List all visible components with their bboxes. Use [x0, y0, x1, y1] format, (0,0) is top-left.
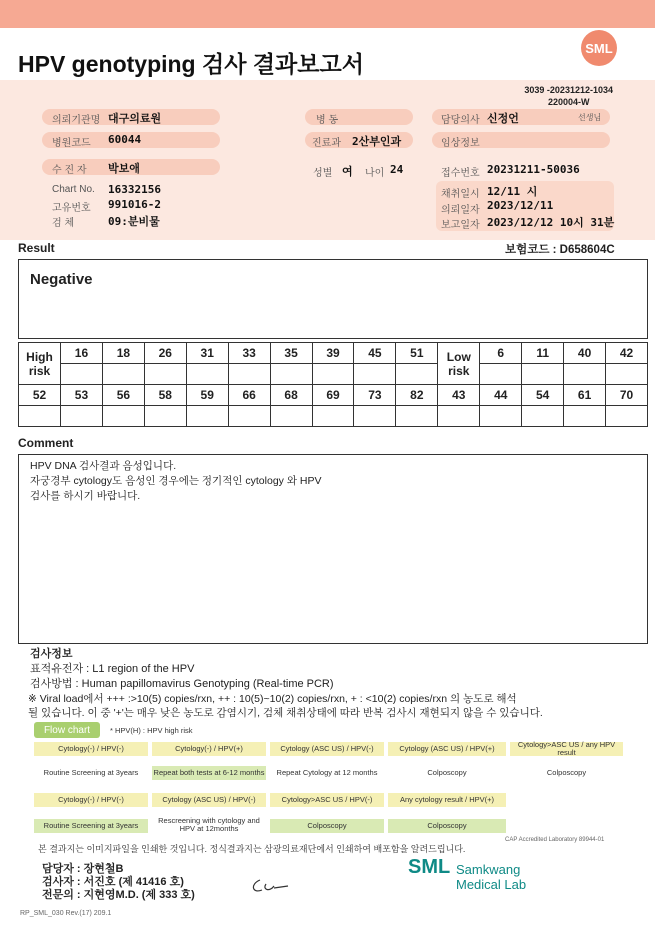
flow-box: Cytology (ASC US) / HPV(-)	[270, 742, 384, 756]
genotype-result-cell	[186, 406, 228, 427]
flow-box: Cytology>ASC US / HPV(-)	[270, 793, 384, 807]
result-section-title: Result	[18, 241, 55, 255]
name-label: 수 진 자	[52, 165, 87, 176]
form-number: RP_SML_030 Rev.(17) 209.1	[20, 910, 112, 917]
genotype-result-cell	[480, 406, 522, 427]
age-value: 24	[390, 163, 404, 176]
viral-load-note-2: 될 있습니다. 이 중 '+'는 매우 낮은 농도로 감염시기, 검체 채취상태에 따라 반복 검사시 재현되지 않을 수 있습니다.	[28, 707, 543, 719]
accreditation: CAP Accredited Laboratory 89944-01	[505, 837, 605, 843]
flow-text: Routine Screening at 3years	[43, 768, 139, 777]
flow-box: Cytology(-) / HPV(-)	[34, 793, 148, 807]
genotype-cell: 61	[564, 385, 606, 406]
genotype-cell: 58	[144, 385, 186, 406]
genotype-result-cell	[312, 364, 354, 385]
genotype-cell: 31	[186, 343, 228, 364]
staff-line: 전문의 : 지현영M.D. (제 333 호)	[42, 889, 195, 901]
genotype-cell: 68	[270, 385, 312, 406]
lab-name: Samkwang Medical Lab	[456, 862, 527, 892]
flow-box: Colposcopy	[388, 819, 506, 833]
genotype-result-cell	[354, 406, 396, 427]
hosp-code-label: 병원코드	[52, 138, 91, 149]
doctor-value: 신정언	[487, 112, 519, 125]
genotype-result-cell	[270, 364, 312, 385]
test-method: 검사방법 : Human papillomavirus Genotyping (Real-time PCR)	[30, 678, 334, 690]
sex-label: 성별	[313, 168, 333, 179]
genotype-result-cell	[102, 406, 144, 427]
result-value: Negative	[30, 271, 93, 288]
top-banner	[0, 0, 655, 28]
flow-box: Colposcopy	[270, 819, 384, 833]
institution-label: 의뢰기관명	[52, 115, 101, 126]
receipt-label: 접수번호	[441, 168, 480, 179]
specimen-value: 09:분비물	[108, 215, 160, 228]
page-title: HPV genotyping 검사 결과보고서	[18, 51, 364, 77]
flow-text: Repeat Cytology at 12 months	[276, 768, 378, 777]
genotype-cell: 16	[61, 343, 103, 364]
genotype-cell: 43	[438, 385, 480, 406]
low-risk-label: Low risk	[438, 343, 480, 385]
signature-icon	[248, 874, 298, 896]
genotype-cell: 82	[396, 385, 438, 406]
ward-label: 병 동	[316, 115, 339, 126]
genotype-cell: 6	[480, 343, 522, 364]
genotype-result-cell	[606, 364, 648, 385]
flow-box: Routine Screening at 3years	[34, 819, 148, 833]
genotype-result-cell	[396, 364, 438, 385]
collect-value: 12/11 시	[487, 185, 538, 198]
genotype-cell: 53	[61, 385, 103, 406]
receipt-value: 20231211-50036	[487, 163, 580, 176]
genotype-result-cell	[606, 406, 648, 427]
staff-line: 담당자 : 장현철B	[42, 863, 124, 875]
sml-logo: SML	[581, 30, 617, 66]
flow-chart-badge: Flow chart	[34, 722, 100, 738]
staff-line: 검사자 : 서진호 (제 41416 호)	[42, 876, 184, 888]
id-value: 991016-2	[108, 198, 161, 211]
collect-label: 채취일시	[441, 189, 480, 200]
chart-value: 16332156	[108, 183, 161, 196]
genotype-result-cell	[354, 364, 396, 385]
flow-text: Colposcopy	[427, 768, 467, 777]
sex-value: 여	[342, 165, 353, 178]
genotype-cell: 40	[564, 343, 606, 364]
flow-box: Cytology(-) / HPV(+)	[152, 742, 266, 756]
doctor-label: 담당의사	[441, 115, 480, 126]
chart-label: Chart No.	[52, 184, 95, 195]
dept-label: 진료과	[312, 138, 341, 149]
request-label: 의뢰일자	[441, 205, 480, 216]
flow-box: Cytology (ASC US) / HPV(-)	[152, 793, 266, 807]
hosp-code-value: 60044	[108, 133, 142, 146]
viral-load-note: ※ Viral load에서 +++ :>10(5) copies/rxn, ++ : 10(5)~10(2) copies/rxn, + : <10(2) copies/rxn 의 농도로 해석	[28, 693, 517, 705]
genotype-result-cell	[228, 406, 270, 427]
genotype-cell: 59	[186, 385, 228, 406]
age-label: 나이	[365, 168, 385, 179]
id-label: 고유번호	[52, 203, 91, 214]
genotype-result-cell	[564, 364, 606, 385]
genotype-cell: 70	[606, 385, 648, 406]
flow-box: Cytology>ASC US / any HPV result	[510, 742, 623, 756]
genotype-cell: 66	[228, 385, 270, 406]
footer-note: 본 결과지는 이미지파일을 인쇄한 것입니다. 정식결과지는 삼광의료재단에서 인쇄하여 배포함을 알려드립니다.	[38, 844, 466, 854]
genotype-cell: 35	[270, 343, 312, 364]
flow-box: Any cytology result / HPV(+)	[388, 793, 506, 807]
insurance-code: 보험코드 : D658604C	[505, 244, 615, 256]
genotype-result-cell	[270, 406, 312, 427]
lab-logo: SML	[408, 856, 451, 878]
comment-text: HPV DNA 검사결과 음성입니다. 자궁경부 cytology도 음성인 경우에는 정기적인 cytology 와 HPV 검사를 하시기 바랍니다.	[30, 460, 322, 502]
specimen-label: 검 체	[52, 218, 75, 229]
genotype-cell: 42	[606, 343, 648, 364]
genotype-result-cell	[564, 406, 606, 427]
flow-box: Cytology (ASC US) / HPV(+)	[388, 742, 506, 756]
target-gene: 표적유전자 : L1 region of the HPV	[30, 663, 195, 675]
genotype-cell: 26	[144, 343, 186, 364]
genotype-cell: 18	[102, 343, 144, 364]
flow-chart-legend: * HPV(H) : HPV high risk	[110, 726, 193, 735]
genotype-cell: 73	[354, 385, 396, 406]
result-box	[18, 259, 648, 339]
genotype-result-cell	[312, 406, 354, 427]
dept-value: 2산부인과	[352, 135, 402, 148]
clinical-label: 임상정보	[441, 138, 480, 149]
genotype-result-cell	[522, 406, 564, 427]
genotype-result-cell	[61, 406, 103, 427]
genotype-result-cell	[522, 364, 564, 385]
comment-section-title: Comment	[18, 436, 74, 450]
genotype-cell: 56	[102, 385, 144, 406]
institution-value: 대구의료원	[108, 112, 162, 125]
genotype-cell: 44	[480, 385, 522, 406]
genotype-result-cell	[480, 364, 522, 385]
genotype-result-cell	[102, 364, 144, 385]
genotype-cell: 69	[312, 385, 354, 406]
genotype-cell: 33	[228, 343, 270, 364]
doctor-suffix: 선생님	[578, 113, 602, 122]
genotype-cell: 39	[312, 343, 354, 364]
name-value: 박보애	[108, 162, 140, 175]
high-risk-label: High risk	[19, 343, 61, 385]
flow-box: Repeat both tests at 6-12 months	[152, 766, 266, 780]
genotype-result-cell	[19, 406, 61, 427]
genotype-result-cell	[438, 406, 480, 427]
genotype-table	[18, 342, 648, 427]
genotype-result-cell	[144, 364, 186, 385]
genotype-result-cell	[396, 406, 438, 427]
request-value: 2023/12/11	[487, 199, 554, 212]
genotype-cell: 11	[522, 343, 564, 364]
report-value: 2023/12/12 10시 31분	[487, 216, 615, 229]
genotype-result-cell	[61, 364, 103, 385]
flow-text: Colposcopy	[546, 768, 587, 777]
genotype-result-cell	[228, 364, 270, 385]
genotype-result-cell	[144, 406, 186, 427]
genotype-cell: 54	[522, 385, 564, 406]
test-info-title: 검사정보	[30, 648, 73, 660]
genotype-cell: 51	[396, 343, 438, 364]
genotype-result-cell	[186, 364, 228, 385]
document-number: 3039 -20231212-1034 220004-W	[524, 85, 613, 107]
genotype-cell: 52	[19, 385, 61, 406]
flow-text: Rescreening with cytology and HPV at 12months	[158, 816, 260, 833]
flow-box: Cytology(-) / HPV(-)	[34, 742, 148, 756]
genotype-cell: 45	[354, 343, 396, 364]
report-label: 보고일자	[441, 220, 480, 231]
